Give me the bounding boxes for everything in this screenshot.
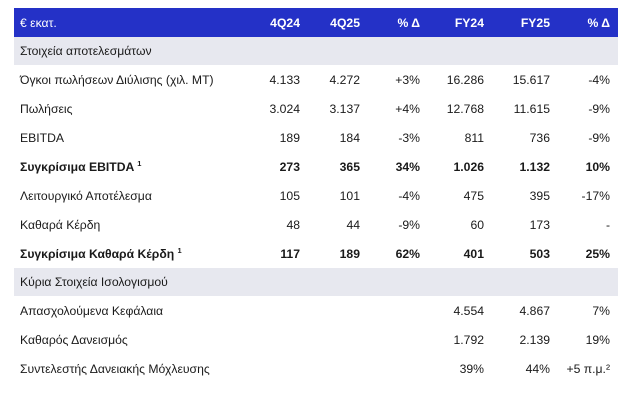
value-fy25: 2.139 [519,332,550,347]
header-4q25: 4Q25 [330,15,360,30]
value-year-change: - [605,217,610,232]
row-label: Λειτουργικό Αποτέλεσμα [20,188,152,203]
value-quarter-change [368,325,428,354]
row-label-cell [14,239,248,268]
section-title: Κύρια Στοιχεία Ισολογισμού [20,275,168,289]
table-header [14,8,618,37]
value-year-change: -9% [588,101,610,116]
value-fy25: 395 [529,188,550,203]
value-year-change: -9% [588,130,610,145]
value-year-change: 19% [585,332,610,347]
row-label-cell [14,94,248,123]
header-fy25: FY25 [520,15,550,30]
value-4q24 [248,354,308,383]
value-fy24: 39% [459,361,484,376]
financial-table-container [14,8,618,383]
row-label: Συγκρίσιμα Καθαρά Κέρδη [20,246,175,261]
value-fy24: 811 [464,130,484,145]
value-fy25: 173 [529,217,550,232]
value-year-change: +5 π.μ.² [566,361,610,376]
table-body [14,37,618,383]
row-label-cell [14,65,248,94]
value-quarter-change [368,296,428,325]
value-fy24: 1.792 [453,332,484,347]
value-quarter-change: -9% [398,217,420,232]
value-4q25: 365 [339,159,360,174]
row-label: Πωλήσεις [20,101,73,116]
value-fy25: 736 [529,130,550,145]
value-quarter-change: +3% [395,72,420,87]
table-row [14,181,618,210]
table-row [14,123,618,152]
value-4q25 [308,354,368,383]
value-4q24: 48 [286,217,300,232]
section-header-row [14,268,618,296]
header-fy24: FY24 [454,15,484,30]
value-year-change: 7% [592,303,610,318]
value-year-change: -4% [588,72,610,87]
value-quarter-change: -4% [398,188,420,203]
value-fy25: 44% [525,361,550,376]
footnote-marker: 1 [137,158,142,168]
value-quarter-change: -3% [398,130,420,145]
header-year-change: % Δ [587,15,610,30]
table-row [14,94,618,123]
value-fy24: 475 [463,188,484,203]
value-4q25 [308,296,368,325]
footnote-marker: 1 [177,245,182,255]
row-label: Όγκοι πωλήσεων Διύλισης (χιλ. ΜΤ) [20,72,214,87]
value-fy24: 1.026 [453,159,484,174]
value-quarter-change: 34% [395,159,420,174]
value-fy24: 4.554 [453,303,484,318]
header-row [14,8,618,37]
row-label-cell [14,210,248,239]
row-label: Συγκρίσιμα EBITDA [20,159,134,174]
financial-results-table [14,8,618,383]
value-quarter-change: +4% [395,101,420,116]
row-label: Απασχολούμενα Κεφάλαια [20,303,164,318]
table-row [14,210,618,239]
value-4q25: 3.137 [329,101,360,116]
value-4q24: 3.024 [269,101,300,116]
value-4q24: 105 [279,188,300,203]
value-4q24: 4.133 [269,72,300,87]
row-label-cell [14,296,248,325]
value-fy25: 11.615 [513,101,550,116]
value-year-change: 10% [585,159,610,174]
value-4q25: 189 [339,246,360,261]
header-quarter-change: % Δ [397,15,420,30]
row-label: EBITDA [20,130,65,145]
value-fy24: 60 [470,217,484,232]
value-4q25: 4.272 [329,72,360,87]
row-label-cell [14,354,248,383]
row-label-cell [14,325,248,354]
value-year-change: 25% [585,246,610,261]
table-row [14,65,618,94]
value-4q25: 101 [339,188,360,203]
value-4q24: 189 [279,130,300,145]
table-row [14,152,618,181]
value-4q25: 184 [339,130,360,145]
header-unit: € εκατ. [20,15,57,30]
value-fy25: 15.617 [512,72,550,87]
row-label-cell [14,181,248,210]
value-4q24: 273 [279,159,300,174]
value-4q25: 44 [346,217,360,232]
value-year-change: -17% [581,188,610,203]
value-fy25: 503 [529,246,550,261]
section-title: Στοιχεία αποτελεσμάτων [20,44,152,58]
row-label: Καθαρά Κέρδη [20,217,101,232]
value-fy24: 401 [463,246,484,261]
value-fy24: 16.286 [446,72,484,87]
value-4q24 [248,296,308,325]
row-label-cell [14,152,248,181]
section-header-row [14,37,618,65]
row-label: Συντελεστής Δανειακής Μόχλευσης [20,361,210,376]
value-quarter-change [368,354,428,383]
value-4q24: 117 [280,246,300,261]
table-row [14,296,618,325]
value-quarter-change: 62% [395,246,420,261]
row-label-cell [14,123,248,152]
table-row [14,354,618,383]
value-4q24 [248,325,308,354]
value-4q25 [308,325,368,354]
value-fy24: 12.768 [446,101,484,116]
value-fy25: 1.132 [519,159,550,174]
row-label: Καθαρός Δανεισμός [20,332,128,347]
value-fy25: 4.867 [519,303,550,318]
table-row [14,239,618,268]
table-row [14,325,618,354]
header-4q24: 4Q24 [270,15,300,30]
